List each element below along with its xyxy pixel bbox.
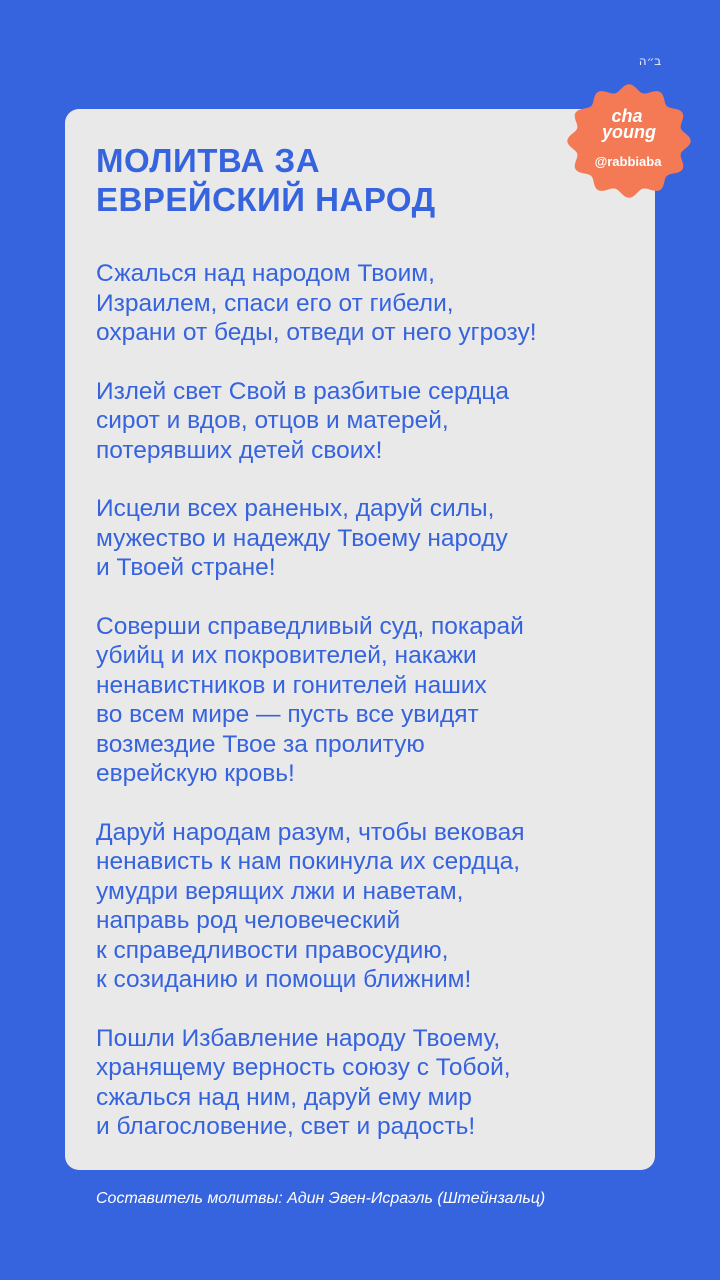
bh-mark: ב״ה	[638, 54, 662, 68]
stanza: Даруй народам разум, чтобы вековая ненависть к нам покинула их сердца, умудри верящих лжи и наветам, направь род человеческий к справедливости правосудию, к созиданию и помощи ближним!	[96, 818, 525, 993]
author-credit: Составитель молитвы: Адин Эвен-Исраэль (Штейнзальц)	[96, 1190, 546, 1207]
prayer-text	[96, 259, 646, 1171]
stanza: Сжалься над народом Твоим, Израилем, спаси его от гибели, охрани от беды, отведи от него угрозу!	[96, 260, 537, 346]
cha-young-badge[interactable]	[565, 82, 693, 200]
badge-handle: @rabbiaba	[594, 154, 662, 169]
stanza: Соверши справедливый суд, покарай убийц и их покровителей, накажи ненавистников и гонителей наших во всем мире — пусть все увидят возмездие Твое за пролитую еврейскую кровь!	[96, 612, 524, 787]
badge-logo-cha: cha	[611, 106, 643, 126]
stanza: Излей свет Свой в разбитые сердца сирот и вдов, отцов и матерей, потерявших детей своих!	[96, 377, 509, 464]
stanza: Пошли Избавление народу Твоему, хранящему верность союзу с Тобой, сжалься над ним, даруй ему мир и благословение, свет и радость!	[96, 1024, 511, 1140]
prayer-card	[65, 109, 655, 1170]
badge-logo-young: young	[602, 122, 656, 142]
badge-graphic	[565, 82, 693, 200]
prayer-title: МОЛИТВА ЗА ЕВРЕЙСКИЙ НАРОД	[96, 142, 436, 218]
stanza: Исцели всех раненых, даруй силы, мужество и надежду Твоему народу и Твоей стране!	[96, 495, 508, 581]
